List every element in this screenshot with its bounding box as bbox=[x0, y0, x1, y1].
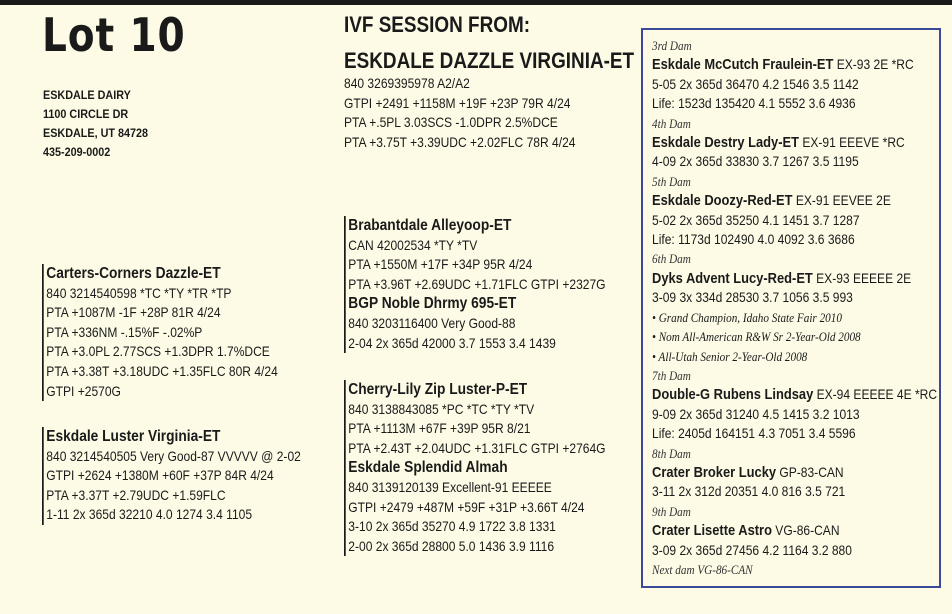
grandsire-name: Brabantdale Alleyoop-ET bbox=[348, 217, 512, 234]
lot-number: Lot 10 bbox=[42, 8, 186, 62]
dam-award-note: • Grand Champion, Idaho State Fair 2010 bbox=[652, 309, 842, 325]
dam-record: Life: 2405d 164151 4.3 7051 3.4 5596 bbox=[652, 425, 856, 442]
dam-classification: EX-94 EEEEE 4E *RC bbox=[813, 386, 938, 403]
granddam-line: 2-04 2x 365d 42000 3.7 1553 3.4 1439 bbox=[348, 334, 556, 351]
sire-line: GTPI +2570G bbox=[46, 382, 121, 399]
grandsire-line: 840 3138843085 *PC *TC *TY *TV bbox=[348, 400, 535, 417]
dam-line: GTPI +2624 +1380M +60F +37P 84R 4/24 bbox=[46, 467, 274, 484]
dam-award-note: • Nom All-American R&W Sr 2-Year-Old 2008 bbox=[652, 329, 861, 345]
sire-block bbox=[42, 264, 278, 401]
dam-record: 3-09 3x 334d 28530 3.7 1056 3.5 993 bbox=[652, 289, 853, 306]
sire-line: PTA +336NM -.15%F -.02%P bbox=[46, 323, 203, 340]
dam-generation-label: 8th Dam bbox=[652, 445, 691, 461]
address-line: ESKDALE, UT 84728 bbox=[43, 126, 149, 140]
dam-name: Double-G Rubens Lindsay bbox=[652, 386, 814, 404]
ivf-line: PTA +.5PL 3.03SCS -1.0DPR 2.5%DCE bbox=[344, 114, 558, 131]
dam-classification: VG-86-CAN bbox=[771, 522, 840, 539]
dam-classification: EX-91 EEVEE 2E bbox=[792, 192, 891, 209]
dam-classification: GP-83-CAN bbox=[776, 463, 844, 480]
dam-record: 4-09 2x 365d 33830 3.7 1267 3.5 1195 bbox=[652, 153, 859, 170]
dam-generation-label: 4th Dam bbox=[652, 115, 691, 131]
dam-generation-label: 9th Dam bbox=[652, 503, 691, 519]
dam-name: Eskdale Destry Lady-ET bbox=[652, 134, 799, 152]
dam-record: Life: 1523d 135420 4.1 5552 3.6 4936 bbox=[652, 95, 856, 112]
granddam-line: 2-00 2x 365d 28800 5.0 1436 3.9 1116 bbox=[348, 537, 555, 554]
sire-name: Carters-Corners Dazzle-ET bbox=[46, 265, 221, 282]
sire-line: 840 3214540598 *TC *TY *TR *TP bbox=[46, 284, 232, 301]
dam-name: Crater Broker Lucky bbox=[652, 463, 777, 481]
dam-record: Life: 1173d 102490 4.0 4092 3.6 3686 bbox=[652, 231, 855, 248]
granddam-line: 840 3203116400 Very Good-88 bbox=[348, 314, 516, 331]
next-dam-note: Next dam VG-86-CAN bbox=[652, 561, 753, 577]
dam-block bbox=[42, 427, 301, 525]
dam-line: 1-11 2x 365d 32210 4.0 1274 3.4 1105 bbox=[46, 506, 253, 523]
consignor-address bbox=[43, 86, 148, 162]
dam-record: 3-09 2x 365d 27456 4.2 1164 3.2 880 bbox=[652, 541, 852, 558]
paternal-grandsire-block bbox=[344, 216, 606, 353]
ivf-donor-name: ESKDALE DAZZLE VIRGINIA-ET bbox=[344, 48, 635, 73]
maternal-grandsire-block bbox=[344, 380, 606, 556]
grandsire-line: PTA +3.96T +2.69UDC +1.71FLC GTPI +2327G bbox=[348, 275, 606, 292]
dam-name: Crater Lisette Astro bbox=[652, 522, 772, 540]
address-line: 435-209-0002 bbox=[43, 145, 111, 159]
dam-record: 5-05 2x 365d 36470 4.2 1546 3.5 1142 bbox=[652, 75, 859, 92]
dam-generation-label: 6th Dam bbox=[652, 251, 691, 267]
dam-generation-label: 5th Dam bbox=[652, 173, 691, 189]
dam-classification: EX-93 2E *RC bbox=[833, 56, 914, 73]
dam-generation-label: 3rd Dam bbox=[652, 38, 692, 53]
sire-line: PTA +3.0PL 2.77SCS +1.3DPR 1.7%DCE bbox=[46, 343, 270, 360]
dam-line: 840 3214540505 Very Good-87 VVVVV @ 2-02 bbox=[46, 447, 301, 464]
dam-name: Dyks Advent Lucy-Red-ET bbox=[652, 269, 813, 287]
grandsire-line: PTA +1550M +17F +34P 95R 4/24 bbox=[348, 256, 533, 273]
dam-record: 3-11 2x 312d 20351 4.0 816 3.5 721 bbox=[652, 483, 846, 500]
grandsire-name: Cherry-Lily Zip Luster-P-ET bbox=[348, 381, 528, 398]
dam-record: 9-09 2x 365d 31240 4.5 1415 3.2 1013 bbox=[652, 405, 860, 422]
grandsire-line: PTA +1113M +67F +39P 95R 8/21 bbox=[348, 420, 531, 437]
dam-award-note: • All-Utah Senior 2-Year-Old 2008 bbox=[652, 348, 808, 364]
dam-name: Eskdale McCutch Fraulein-ET bbox=[652, 56, 834, 74]
grandsire-line: PTA +2.43T +2.04UDC +1.31FLC GTPI +2764G bbox=[348, 439, 606, 456]
dam-line: PTA +3.37T +2.79UDC +1.59FLC bbox=[46, 486, 226, 503]
top-border bbox=[0, 0, 952, 5]
granddam-name: BGP Noble Dhrmy 695-ET bbox=[348, 295, 517, 313]
address-line: ESKDALE DAIRY bbox=[43, 88, 131, 102]
ivf-line: GTPI +2491 +1158M +19F +23P 79R 4/24 bbox=[344, 94, 571, 111]
dam-pedigree-list bbox=[652, 36, 937, 579]
sire-line: PTA +3.38T +3.18UDC +1.35FLC 80R 4/24 bbox=[46, 362, 278, 379]
address-line: 1100 CIRCLE DR bbox=[43, 107, 129, 121]
grandsire-line: CAN 42002534 *TY *TV bbox=[348, 236, 478, 253]
granddam-line: 3-10 2x 365d 35270 4.9 1722 3.8 1331 bbox=[348, 518, 556, 535]
ivf-line: PTA +3.75T +3.39UDC +2.02FLC 78R 4/24 bbox=[344, 133, 576, 150]
dam-record: 5-02 2x 365d 35250 4.1 1451 3.7 1287 bbox=[652, 211, 860, 228]
dam-classification: EX-91 EEEVE *RC bbox=[798, 134, 905, 151]
dam-generation-label: 7th Dam bbox=[652, 367, 691, 383]
ivf-line: 840 3269395978 A2/A2 bbox=[344, 75, 470, 91]
sire-line: PTA +1087M -1F +28P 81R 4/24 bbox=[46, 304, 221, 321]
granddam-line: 840 3139120139 Excellent-91 EEEEE bbox=[348, 478, 552, 495]
dam-name: Eskdale Luster Virginia-ET bbox=[46, 428, 221, 445]
granddam-name: Eskdale Splendid Almah bbox=[348, 459, 508, 477]
granddam-line: GTPI +2479 +487M +59F +31P +3.66T 4/24 bbox=[348, 498, 585, 515]
dam-classification: EX-93 EEEEE 2E bbox=[812, 269, 912, 286]
ivf-details bbox=[344, 74, 575, 152]
dam-name: Eskdale Doozy-Red-ET bbox=[652, 192, 793, 210]
ivf-title: IVF SESSION FROM: bbox=[344, 12, 531, 37]
